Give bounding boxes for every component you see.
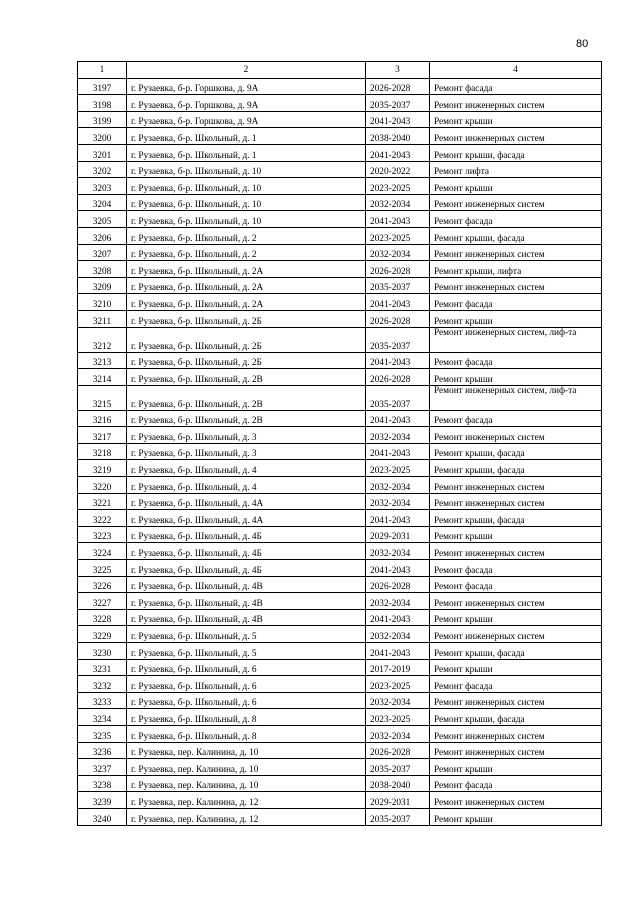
work-type-cell: Ремонт инженерных систем [430,543,602,560]
work-type-cell: Ремонт фасада [430,775,602,792]
row-number-cell: 3207 [78,244,127,261]
address-cell: г. Рузаевка, б-р. Школьный, д. 2В [127,385,366,410]
row-number-cell: 3218 [78,443,127,460]
address-cell: г. Рузаевка, б-р. Школьный, д. 2В [127,410,366,427]
address-cell: г. Рузаевка, б-р. Школьный, д. 6 [127,692,366,709]
work-type-cell: Ремонт инженерных систем [430,477,602,494]
period-cell: 2023-2025 [366,227,430,244]
row-number-cell: 3225 [78,560,127,577]
address-cell: г. Рузаевка, б-р. Школьный, д. 4А [127,493,366,510]
address-cell: г. Рузаевка, б-р. Школьный, д. 2В [127,369,366,386]
table-row [78,144,602,161]
row-number-cell: 3234 [78,709,127,726]
work-type-cell: Ремонт инженерных систем, лиф-та [430,385,602,410]
table-row [78,410,602,427]
address-cell: г. Рузаевка, б-р. Школьный, д. 5 [127,643,366,660]
table-row [78,792,602,809]
work-type-cell: Ремонт фасада [430,676,602,693]
address-cell: г. Рузаевка, б-р. Горшкова, д. 9А [127,111,366,128]
row-number-cell: 3220 [78,477,127,494]
address-cell: г. Рузаевка, б-р. Школьный, д. 6 [127,659,366,676]
row-number-cell: 3232 [78,676,127,693]
period-cell: 2038-2040 [366,775,430,792]
period-cell: 2041-2043 [366,443,430,460]
work-type-cell: Ремонт крыши, фасада [430,510,602,527]
work-type-cell: Ремонт крыши, фасада [430,460,602,477]
work-type-cell: Ремонт крыши [430,609,602,626]
column-header-4: 4 [430,62,602,79]
period-cell: 2026-2028 [366,576,430,593]
table-row [78,759,602,776]
table-row [78,227,602,244]
period-cell: 2041-2043 [366,352,430,369]
work-type-cell: Ремонт крыши [430,526,602,543]
period-cell: 2023-2025 [366,178,430,195]
address-cell: г. Рузаевка, пер. Калинина, д. 12 [127,808,366,825]
address-cell: г. Рузаевка, б-р. Школьный, д. 4Б [127,560,366,577]
table-row [78,609,602,626]
address-cell: г. Рузаевка, б-р. Горшкова, д. 9А [127,95,366,112]
row-number-cell: 3202 [78,161,127,178]
row-number-cell: 3221 [78,493,127,510]
address-cell: г. Рузаевка, б-р. Школьный, д. 2Б [127,352,366,369]
period-cell: 2026-2028 [366,78,430,95]
period-cell: 2041-2043 [366,643,430,660]
work-type-cell: Ремонт инженерных систем [430,742,602,759]
period-cell: 2026-2028 [366,742,430,759]
work-type-cell: Ремонт лифта [430,161,602,178]
work-type-cell: Ремонт крыши [430,310,602,327]
address-cell: г. Рузаевка, пер. Калинина, д. 10 [127,759,366,776]
repair-schedule-table [77,61,602,826]
row-number-cell: 3205 [78,211,127,228]
column-header-3: 3 [366,62,430,79]
row-number-cell: 3217 [78,427,127,444]
work-type-cell: Ремонт инженерных систем [430,725,602,742]
table-row [78,111,602,128]
table-row [78,709,602,726]
row-number-cell: 3200 [78,128,127,145]
table-row [78,477,602,494]
table-row [78,626,602,643]
period-cell: 2041-2043 [366,294,430,311]
period-cell: 2032-2034 [366,593,430,610]
period-cell: 2026-2028 [366,310,430,327]
row-number-cell: 3238 [78,775,127,792]
address-cell: г. Рузаевка, б-р. Школьный, д. 4В [127,576,366,593]
period-cell: 2035-2037 [366,277,430,294]
table-row [78,261,602,278]
address-cell: г. Рузаевка, б-р. Школьный, д. 2 [127,244,366,261]
row-number-cell: 3237 [78,759,127,776]
table-row [78,643,602,660]
work-type-cell: Ремонт инженерных систем [430,692,602,709]
address-cell: г. Рузаевка, пер. Калинина, д. 12 [127,792,366,809]
address-cell: г. Рузаевка, б-р. Школьный, д. 5 [127,626,366,643]
table-row [78,510,602,527]
table-header-row [78,62,602,79]
address-cell: г. Рузаевка, пер. Калинина, д. 10 [127,742,366,759]
row-number-cell: 3213 [78,352,127,369]
period-cell: 2026-2028 [366,261,430,278]
address-cell: г. Рузаевка, б-р. Школьный, д. 1 [127,128,366,145]
address-cell: г. Рузаевка, б-р. Школьный, д. 2А [127,294,366,311]
row-number-cell: 3208 [78,261,127,278]
period-cell: 2041-2043 [366,211,430,228]
table-row [78,742,602,759]
period-cell: 2032-2034 [366,194,430,211]
address-cell: г. Рузаевка, б-р. Школьный, д. 4В [127,593,366,610]
row-number-cell: 3201 [78,144,127,161]
address-cell: г. Рузаевка, б-р. Школьный, д. 10 [127,178,366,195]
table-row [78,443,602,460]
work-type-cell: Ремонт инженерных систем [430,427,602,444]
work-type-cell: Ремонт крыши, фасада [430,227,602,244]
work-type-cell: Ремонт фасада [430,576,602,593]
table-row [78,427,602,444]
row-number-cell: 3224 [78,543,127,560]
address-cell: г. Рузаевка, б-р. Школьный, д. 4 [127,477,366,494]
work-type-cell: Ремонт крыши, лифта [430,261,602,278]
period-cell: 2038-2040 [366,128,430,145]
table-row [78,808,602,825]
address-cell: г. Рузаевка, б-р. Школьный, д. 10 [127,194,366,211]
work-type-cell: Ремонт инженерных систем [430,244,602,261]
row-number-cell: 3203 [78,178,127,195]
table-row [78,725,602,742]
period-cell: 2041-2043 [366,510,430,527]
period-cell: 2032-2034 [366,244,430,261]
work-type-cell: Ремонт фасада [430,410,602,427]
table-row [78,161,602,178]
address-cell: г. Рузаевка, б-р. Школьный, д. 2Б [127,310,366,327]
table-row [78,178,602,195]
work-type-cell: Ремонт инженерных систем [430,626,602,643]
table-row [78,526,602,543]
address-cell: г. Рузаевка, б-р. Школьный, д. 1 [127,144,366,161]
row-number-cell: 3219 [78,460,127,477]
period-cell: 2032-2034 [366,626,430,643]
table-row [78,692,602,709]
table-row [78,659,602,676]
period-cell: 2041-2043 [366,144,430,161]
address-cell: г. Рузаевка, б-р. Школьный, д. 10 [127,161,366,178]
row-number-cell: 3209 [78,277,127,294]
address-cell: г. Рузаевка, б-р. Школьный, д. 4Б [127,526,366,543]
work-type-cell: Ремонт фасада [430,352,602,369]
page-number: 80 [576,38,589,50]
work-type-cell: Ремонт крыши [430,369,602,386]
row-number-cell: 3211 [78,310,127,327]
row-number-cell: 3204 [78,194,127,211]
row-number-cell: 3197 [78,78,127,95]
row-number-cell: 3240 [78,808,127,825]
table-row [78,460,602,477]
table-row [78,385,602,410]
work-type-cell: Ремонт фасада [430,294,602,311]
period-cell: 2032-2034 [366,725,430,742]
period-cell: 2017-2019 [366,659,430,676]
work-type-cell: Ремонт крыши, фасада [430,443,602,460]
address-cell: г. Рузаевка, б-р. Горшкова, д. 9А [127,78,366,95]
table-row [78,576,602,593]
work-type-cell: Ремонт крыши, фасада [430,643,602,660]
table-row [78,194,602,211]
work-type-cell: Ремонт инженерных систем [430,493,602,510]
column-header-1: 1 [78,62,127,79]
address-cell: г. Рузаевка, б-р. Школьный, д. 3 [127,443,366,460]
address-cell: г. Рузаевка, пер. Калинина, д. 10 [127,775,366,792]
address-cell: г. Рузаевка, б-р. Школьный, д. 2 [127,227,366,244]
table-row [78,369,602,386]
address-cell: г. Рузаевка, б-р. Школьный, д. 2А [127,277,366,294]
period-cell: 2023-2025 [366,709,430,726]
address-cell: г. Рузаевка, б-р. Школьный, д. 2Б [127,327,366,352]
period-cell: 2029-2031 [366,792,430,809]
row-number-cell: 3228 [78,609,127,626]
table-row [78,310,602,327]
period-cell: 2035-2037 [366,95,430,112]
table-row [78,294,602,311]
work-type-cell: Ремонт крыши, фасада [430,709,602,726]
address-cell: г. Рузаевка, б-р. Школьный, д. 4Б [127,543,366,560]
row-number-cell: 3239 [78,792,127,809]
work-type-cell: Ремонт крыши [430,759,602,776]
row-number-cell: 3212 [78,327,127,352]
row-number-cell: 3233 [78,692,127,709]
period-cell: 2035-2037 [366,327,430,352]
row-number-cell: 3236 [78,742,127,759]
row-number-cell: 3230 [78,643,127,660]
row-number-cell: 3199 [78,111,127,128]
address-cell: г. Рузаевка, б-р. Школьный, д. 2А [127,261,366,278]
row-number-cell: 3214 [78,369,127,386]
address-cell: г. Рузаевка, б-р. Школьный, д. 4 [127,460,366,477]
row-number-cell: 3222 [78,510,127,527]
table-row [78,244,602,261]
work-type-cell: Ремонт инженерных систем [430,792,602,809]
row-number-cell: 3231 [78,659,127,676]
work-type-cell: Ремонт крыши, фасада [430,144,602,161]
work-type-cell: Ремонт инженерных систем [430,194,602,211]
work-type-cell: Ремонт крыши [430,659,602,676]
table-row [78,560,602,577]
row-number-cell: 3198 [78,95,127,112]
row-number-cell: 3215 [78,385,127,410]
period-cell: 2032-2034 [366,692,430,709]
period-cell: 2023-2025 [366,676,430,693]
table-row [78,593,602,610]
table-row [78,543,602,560]
period-cell: 2041-2043 [366,410,430,427]
row-number-cell: 3229 [78,626,127,643]
period-cell: 2032-2034 [366,493,430,510]
work-type-cell: Ремонт фасада [430,560,602,577]
address-cell: г. Рузаевка, б-р. Школьный, д. 4В [127,609,366,626]
period-cell: 2032-2034 [366,427,430,444]
period-cell: 2041-2043 [366,560,430,577]
table-row [78,327,602,352]
period-cell: 2029-2031 [366,526,430,543]
work-type-cell: Ремонт фасада [430,211,602,228]
row-number-cell: 3206 [78,227,127,244]
work-type-cell: Ремонт фасада [430,78,602,95]
work-type-cell: Ремонт крыши [430,808,602,825]
period-cell: 2026-2028 [366,369,430,386]
address-cell: г. Рузаевка, б-р. Школьный, д. 10 [127,211,366,228]
work-type-cell: Ремонт крыши [430,111,602,128]
period-cell: 2032-2034 [366,543,430,560]
period-cell: 2023-2025 [366,460,430,477]
table-row [78,78,602,95]
row-number-cell: 3223 [78,526,127,543]
address-cell: г. Рузаевка, б-р. Школьный, д. 8 [127,709,366,726]
period-cell: 2035-2037 [366,808,430,825]
row-number-cell: 3216 [78,410,127,427]
period-cell: 2035-2037 [366,759,430,776]
column-header-2: 2 [127,62,366,79]
row-number-cell: 3227 [78,593,127,610]
period-cell: 2041-2043 [366,609,430,626]
table-body [78,78,602,825]
address-cell: г. Рузаевка, б-р. Школьный, д. 3 [127,427,366,444]
period-cell: 2032-2034 [366,477,430,494]
table-row [78,676,602,693]
address-cell: г. Рузаевка, б-р. Школьный, д. 4А [127,510,366,527]
work-type-cell: Ремонт инженерных систем, лиф-та [430,327,602,352]
period-cell: 2041-2043 [366,111,430,128]
work-type-cell: Ремонт инженерных систем [430,593,602,610]
work-type-cell: Ремонт инженерных систем [430,128,602,145]
table-row [78,352,602,369]
period-cell: 2035-2037 [366,385,430,410]
work-type-cell: Ремонт крыши [430,178,602,195]
row-number-cell: 3226 [78,576,127,593]
table-row [78,128,602,145]
address-cell: г. Рузаевка, б-р. Школьный, д. 8 [127,725,366,742]
row-number-cell: 3235 [78,725,127,742]
table-row [78,95,602,112]
table-row [78,775,602,792]
table-row [78,493,602,510]
work-type-cell: Ремонт инженерных систем [430,277,602,294]
address-cell: г. Рузаевка, б-р. Школьный, д. 6 [127,676,366,693]
work-type-cell: Ремонт инженерных систем [430,95,602,112]
period-cell: 2020-2022 [366,161,430,178]
table-row [78,277,602,294]
row-number-cell: 3210 [78,294,127,311]
table-row [78,211,602,228]
